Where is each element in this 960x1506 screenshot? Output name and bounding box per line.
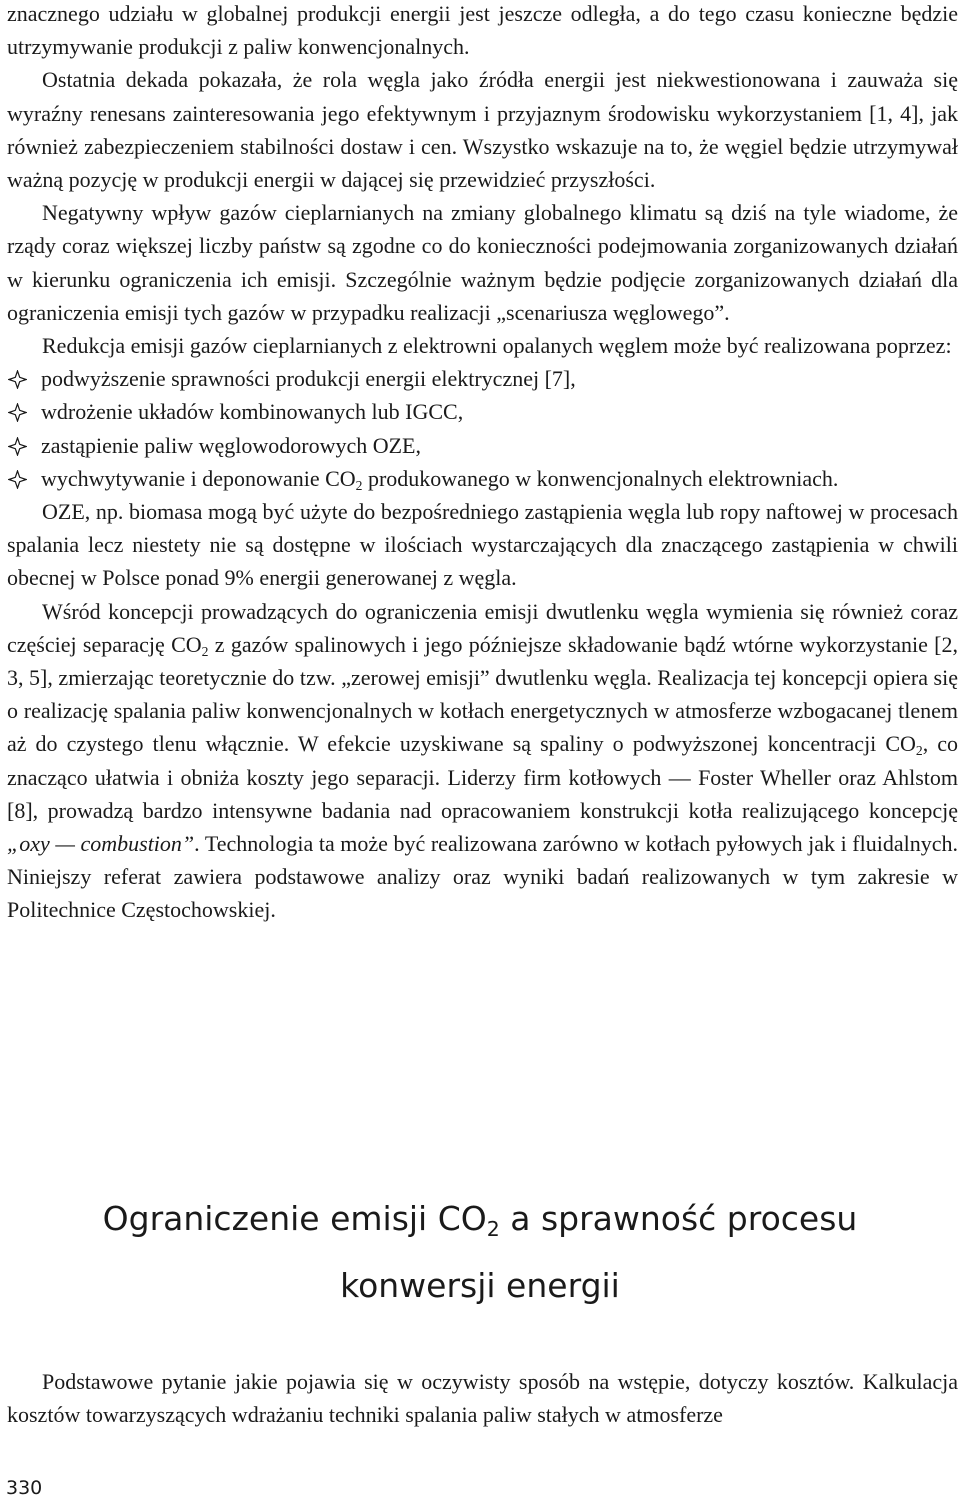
paragraph-coal-role: Ostatnia dekada pokazała, że rola węgla jako źródła energii jest niekwestionowana i zauważa się wyraźny renesans zainteresowania jego efektywnym i przyjaznym środowisku wykorzystaniem [1, 4], jak również zabezpieczeniem stabilności dostaw i cen. Wszystko wskazuje na to, że węgiel będzie utrzymywał ważną pozycję w produkcji energii w dającej się przewidzieć przyszłości.	[7, 67, 958, 193]
list-item-text: wdrożenie układów kombinowanych lub IGCC,	[41, 399, 464, 425]
paragraph-greenhouse-gases: Negatywny wpływ gazów cieplarnianych na zmiany globalnego klimatu są dziś na tyle wiadome, że rządy coraz większej liczby państw są zgodne co do konieczności podejmowania zorganizowanych działań w kierunku ograniczenia ich emisji. Szczególnie ważnym będzie podjęcie zorganizowanych działań dla ograniczenia emisji tych gazów w przypadku realizacji „scenariusza węglowego”.	[7, 200, 958, 325]
paragraph-oze: OZE, np. biomasa mogą być użyte do bezpośredniego zastąpienia węgla lub ropy naftowej w procesach spalania lecz niestety nie są dostępne w ilościach wystarczających dla znaczącego zastąpienia w chwili obecnej w Polsce ponad 9% energii generowanej z węgla.	[7, 499, 958, 591]
paragraph-emission-reduction: Redukcja emisji gazów cieplarnianych z elektrowni opalanych węglem może być realizowana poprzez:	[42, 333, 952, 359]
list-item	[7, 429, 958, 462]
list-item-text: podwyższenie sprawności produkcji energii elektrycznej [7],	[41, 366, 576, 392]
star-bullet-icon	[8, 437, 27, 456]
paragraph-co2-separation: Wśród koncepcji prowadzących do ograniczenia emisji dwutlenku węgla wymienia się również coraz częściej separację $CO_2$ z gazów spalinowych i jego późniejsze składowanie bądź wtórne wykorzystanie [2, 3, 5], zmierzając teoretycznie do tzw. „zerowej emisji” dwutlenku węgla. Realizacja tej koncepcji opiera się o realizację spalania paliw konwencjonalnych w kotłach energetycznych w atmosferze wzbogacanej tlenem aż do czystego tlenu włącznie. W efekcie uzyskiwane są spaliny o podwyższonej koncentracji $CO_2$, co znacząco ułatwia i obniża koszty jego separacji. Liderzy firm kotłowych — Foster Wheller oraz Ahlstom [8], prowadzą bardzo intensywne badania nad opracowaniem konstrukcji kotła realizującego koncepcję „oxy — combustion”. Technologia ta może być realizowana zarówno w kotłach pyłowych jak i fluidalnych. Niniejszy referat zawiera podstawowe analizy oraz wyniki badań realizowanych w tym zakresie w Politechnice Częstochowskiej.	[7, 598, 958, 923]
list-item-text: wychwytywanie i deponowanie $CO_2$ produkowanego w konwencjonalnych elektrowniach.	[41, 465, 839, 493]
section-heading: Ograniczenie emisji CO2 a sprawność procesu konwersji energii	[102, 1199, 858, 1305]
body-text	[7, 0, 958, 927]
page-number: 330	[6, 1477, 43, 1499]
star-bullet-icon	[8, 470, 27, 489]
oxy-combustion-term: „oxy — combustion”	[7, 831, 195, 857]
paragraph-intro-continuation: znacznego udziału w globalnej produkcji energii jest jeszcze odległa, a do tego czasu konieczne będzie utrzymywanie produkcji z paliw konwencjonalnych.	[7, 1, 958, 60]
list-item-text: zastąpienie paliw węglowodorowych OZE,	[41, 432, 421, 458]
star-bullet-icon	[8, 403, 27, 422]
star-bullet-icon	[8, 370, 27, 389]
reduction-methods-list	[7, 362, 958, 495]
list-item	[7, 462, 958, 495]
list-item	[7, 362, 958, 395]
section-body-text	[7, 1365, 958, 1431]
paragraph-costs: Podstawowe pytanie jakie pojawia się w oczywisty sposób na wstępie, dotyczy kosztów. Kalkulacja kosztów towarzyszących wdrażaniu techniki spalania paliw stałych w atmosferze	[7, 1369, 958, 1428]
list-item	[7, 395, 958, 428]
